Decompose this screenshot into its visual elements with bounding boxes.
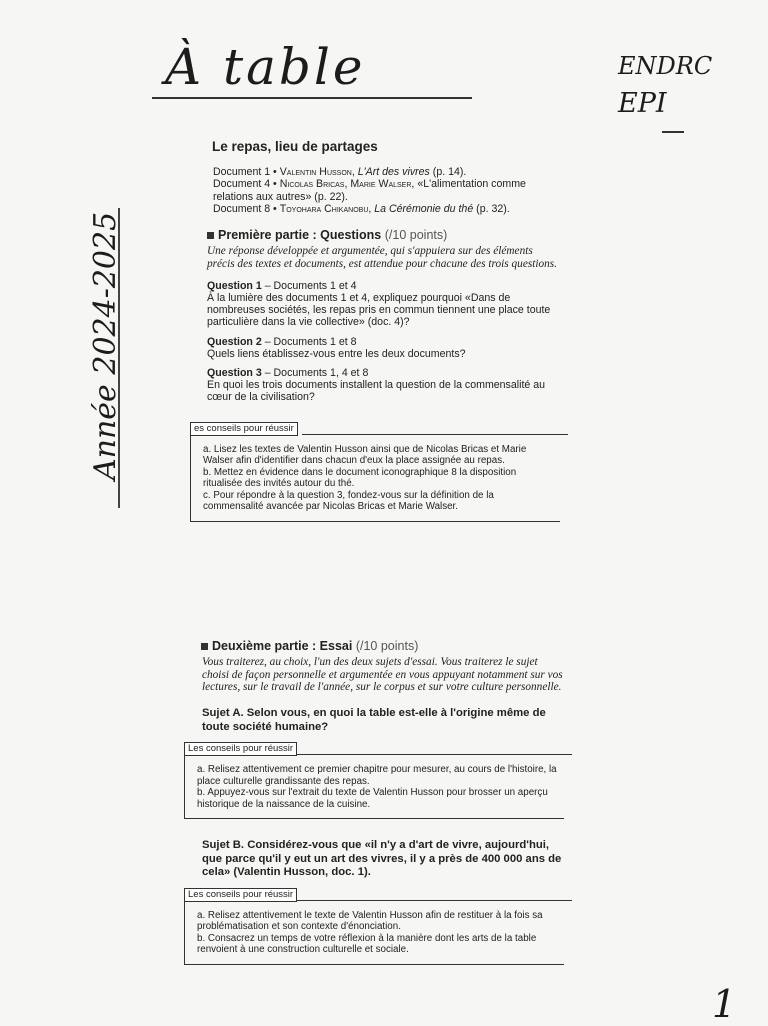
tips-rule [296, 900, 572, 901]
question-docs: – Documents 1, 4 et 8 [261, 367, 369, 380]
document-ref-8 [213, 203, 560, 215]
question-text: À la lumière des documents 1 et 4, expliquez pourquoi «Dans de nombreuses sociétés, les repas pris en commun tiennent une place toute particulière dans la vie collective» (doc. 4)? [207, 292, 551, 329]
tip-item: a. Relisez attentivement ce premier chapitre pour mesurer, au cours de l'histoire, la place culturelle grandissante des repas. [197, 764, 557, 787]
tips-body [184, 902, 564, 965]
tip-item: a. Lisez les textes de Valentin Husson ainsi que de Nicolas Bricas et Marie Walser afin d'identifier dans chacun d'eux la place assignée au repas. [203, 443, 527, 467]
handwritten-code-line1: ENDRC [618, 52, 713, 80]
subject-b: Sujet B. Considérez-vous que «il n'y a d'art de vivre, aujourd'hui, que parce qu'il y eut un art des vivres, il y a près de 400 000 ans de cela» (Valentin Husson, doc. 1). [202, 839, 562, 879]
question-2 [207, 336, 560, 360]
doc-sep: , [411, 178, 418, 191]
doc-work: L'Art des vivres [357, 166, 430, 179]
question-title: Question 1 [207, 279, 262, 292]
page-number: 1 [712, 982, 737, 1026]
tips-body [190, 436, 560, 522]
tips-rule [302, 434, 568, 435]
tip-item: b. Consacrez un temps de votre réflexion à la manière dont les arts de la table renvoient à une construction culturelle et sociale. [197, 932, 537, 956]
tips-label: Les conseils pour réussir [184, 888, 297, 902]
question-docs: – Documents 1 et 8 [261, 335, 357, 348]
doc-label: Document 4 • [213, 178, 277, 191]
tips-box-subject-b [184, 888, 564, 965]
question-docs: – Documents 1 et 4 [261, 279, 357, 292]
clipping-part-one [190, 141, 560, 522]
part-one-instructions: Une réponse développée et argumentée, qui s'appuiera sur des éléments précis des textes et documents, est attendue pour chacune des trois questions. [207, 245, 558, 270]
tips-label: Les conseils pour réussir [184, 742, 297, 756]
section-heading: Le repas, lieu de partages [212, 139, 378, 154]
part-one-title [207, 229, 560, 241]
question-1 [207, 280, 560, 329]
part-title-text: Première partie : Questions [218, 228, 382, 243]
part-two-instructions: Vous traiterez, au choix, l'un des deux sujets d'essai. Vous traiterez le sujet choisi de façon personnelle et argumentée en vous appuyant notamment sur vos lectures, sur le travail de l'année, sur le corpus et sur votre culture personnelle. [202, 656, 563, 693]
tips-body [184, 756, 564, 819]
code-underline [662, 131, 684, 133]
doc-author: Valentin Husson [279, 166, 352, 179]
doc-page: (p. 32). [473, 202, 510, 215]
handwritten-code-line2: EPI [618, 88, 667, 119]
square-bullet-icon [207, 232, 214, 239]
tips-rule [296, 754, 572, 755]
doc-label: Document 8 • [213, 202, 277, 215]
handwritten-year: Année 2024-2025 [88, 211, 123, 480]
doc-page: (p. 14). [429, 166, 467, 179]
question-title: Question 3 [207, 367, 262, 380]
tips-box-subject-a [184, 742, 564, 819]
tips-box-part-one [190, 422, 560, 522]
doc-sep: , [368, 202, 375, 215]
tip-item: c. Pour répondre à la question 3, fondez-vous sur la définition de la commensalité avancée par Nicolas Bricas et Marie Walser. [203, 489, 494, 513]
tip-item: b. Mettez en évidence dans le document iconographique 8 la disposition ritualisée des invités autour du thé. [203, 466, 517, 490]
doc-page: (p. 22). [311, 190, 348, 203]
part-points: (/10 points) [384, 228, 448, 243]
part-title-text: Deuxième partie : Essai [212, 639, 353, 653]
part-points: (/10 points) [355, 639, 419, 653]
document-ref-1 [213, 166, 560, 178]
square-bullet-icon [201, 643, 208, 650]
document-ref-4 [213, 178, 560, 202]
question-title: Question 2 [207, 335, 262, 348]
tips-label: es conseils pour réussir [190, 422, 298, 436]
doc-author: Nicolas Bricas, Marie Walser [279, 178, 412, 191]
question-text: Quels liens établissez-vous entre les deux documents? [207, 347, 466, 360]
clipping-part-two [184, 640, 564, 965]
question-3 [207, 367, 560, 404]
tip-item: b. Appuyez-vous sur l'extrait du texte de Valentin Husson pour brosser un aperçu historique de la naissance de la cuisine. [197, 787, 548, 810]
doc-sep: , [351, 166, 358, 179]
doc-work: «L'alimentation comme relations aux autres» [213, 178, 526, 203]
handwritten-title: À table [165, 38, 366, 96]
doc-author: Toyohara Chikanobu [279, 202, 369, 215]
part-two-title [201, 640, 564, 652]
subject-a: Sujet A. Selon vous, en quoi la table est-elle à l'origine même de toute société humaine? [202, 707, 546, 733]
document-list [190, 166, 560, 215]
doc-label: Document 1 • [213, 166, 277, 179]
title-underline [152, 97, 472, 99]
doc-work: La Cérémonie du thé [374, 202, 474, 215]
question-text: En quoi les trois documents installent la question de la commensalité au cœur de la civilisation? [207, 379, 546, 404]
tip-item: a. Relisez attentivement le texte de Valentin Husson afin de restituer à la fois sa problématisation et son contexte d'énonciation. [197, 909, 543, 933]
